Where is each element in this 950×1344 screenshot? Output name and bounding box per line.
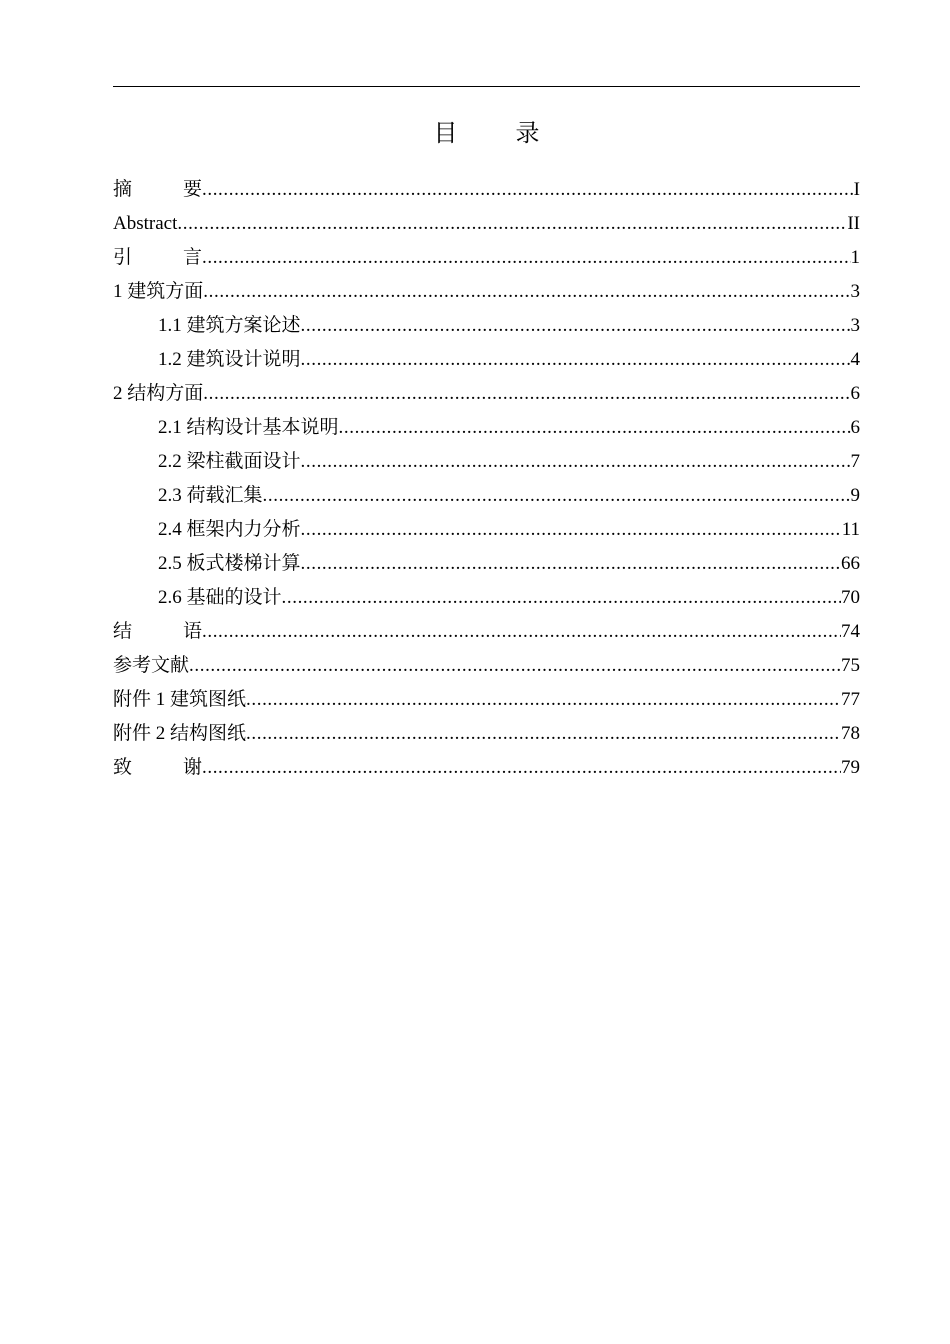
toc-entry-section-2-5[interactable]	[113, 547, 860, 581]
toc-page-number: 7	[850, 451, 860, 472]
toc-page-number: 75	[841, 655, 860, 676]
toc-entry-label: 2.4 框架内力分析	[158, 519, 301, 540]
toc-entry-abstract-cn[interactable]	[113, 173, 860, 207]
toc-label-char: 结	[113, 621, 133, 642]
toc-entry-label: 2.6 基础的设计	[158, 587, 282, 608]
toc-entry-label: 2.3 荷载汇集	[158, 485, 263, 506]
toc-dot-leader	[246, 717, 841, 751]
toc-title-char-2: 录	[515, 118, 540, 147]
toc-label-char: 言	[182, 247, 202, 268]
toc-dot-leader	[189, 649, 841, 683]
toc-entry-label	[113, 241, 202, 275]
toc-page-number: 3	[850, 315, 860, 336]
toc-dot-leader	[301, 309, 851, 343]
toc-page-number: 78	[841, 723, 860, 744]
toc-entry-appendix-2[interactable]	[113, 717, 860, 751]
toc-page-number: 70	[841, 587, 860, 608]
toc-list	[113, 173, 860, 785]
toc-entry-label: 1.1 建筑方案论述	[158, 315, 301, 336]
toc-entry-label: 附件 2 结构图纸	[113, 723, 247, 744]
toc-label-char: 引	[113, 247, 133, 268]
toc-page-number: 79	[841, 757, 860, 778]
toc-entry-section-2-2[interactable]	[113, 445, 860, 479]
toc-label-char: 谢	[182, 757, 202, 778]
header-rule	[113, 86, 860, 87]
toc-entry-label: 1 建筑方面	[113, 281, 204, 302]
toc-entry-appendix-1[interactable]	[113, 683, 860, 717]
toc-entry-section-2-4[interactable]	[113, 513, 860, 547]
toc-entry-label	[113, 751, 202, 785]
toc-page-number: 6	[850, 417, 860, 438]
toc-entry-label: 2.2 梁柱截面设计	[158, 451, 301, 472]
toc-page-number: 9	[850, 485, 860, 506]
toc-page-number: 3	[850, 281, 860, 302]
toc-entry-conclusion[interactable]	[113, 615, 860, 649]
toc-dot-leader	[202, 751, 841, 785]
toc-entry-section-2-3[interactable]	[113, 479, 860, 513]
toc-dot-leader	[246, 683, 841, 717]
toc-label-char: 语	[182, 621, 202, 642]
toc-page-number: 1	[850, 247, 860, 268]
toc-entry-introduction[interactable]	[113, 241, 860, 275]
toc-dot-leader	[301, 445, 851, 479]
toc-page-number: 6	[850, 383, 860, 404]
toc-dot-leader	[301, 513, 842, 547]
toc-entry-label: 2.5 板式楼梯计算	[158, 553, 301, 574]
toc-page-number: II	[847, 213, 860, 234]
toc-entry-section-1-1[interactable]	[113, 309, 860, 343]
toc-dot-leader	[203, 377, 850, 411]
toc-entry-chapter-1[interactable]	[113, 275, 860, 309]
toc-dot-leader	[177, 207, 847, 241]
toc-label-char: 摘	[113, 179, 133, 200]
toc-dot-leader	[282, 581, 841, 615]
toc-dot-leader	[339, 411, 851, 445]
toc-entry-abstract-en[interactable]	[113, 207, 860, 241]
toc-page-number: 4	[850, 349, 860, 370]
toc-label-char: 致	[113, 757, 133, 778]
toc-entry-section-2-1[interactable]	[113, 411, 860, 445]
toc-entry-chapter-2[interactable]	[113, 377, 860, 411]
toc-dot-leader	[202, 615, 841, 649]
toc-dot-leader	[301, 547, 841, 581]
toc-entry-label: Abstract	[113, 213, 178, 234]
toc-dot-leader	[301, 343, 851, 377]
toc-page-number: 77	[841, 689, 860, 710]
toc-dot-leader	[202, 173, 854, 207]
toc-page-number: I	[853, 179, 860, 200]
toc-dot-leader	[202, 241, 851, 275]
toc-entry-label: 参考文献	[113, 655, 190, 676]
toc-page-number: 74	[841, 621, 860, 642]
toc-entry-label: 2.1 结构设计基本说明	[158, 417, 339, 438]
toc-entry-references[interactable]	[113, 649, 860, 683]
toc-entry-label	[113, 615, 202, 649]
toc-entry-label	[113, 173, 202, 207]
toc-dot-leader	[203, 275, 850, 309]
toc-label-char: 要	[182, 179, 202, 200]
toc-page-number: 66	[841, 553, 860, 574]
toc-entry-label: 2 结构方面	[113, 383, 204, 404]
toc-title-char-1: 目	[433, 118, 458, 147]
toc-entry-acknowledgements[interactable]	[113, 751, 860, 785]
toc-title	[113, 112, 860, 148]
toc-entry-label: 附件 1 建筑图纸	[113, 689, 247, 710]
toc-dot-leader	[263, 479, 851, 513]
toc-entry-section-2-6[interactable]	[113, 581, 860, 615]
toc-entry-label: 1.2 建筑设计说明	[158, 349, 301, 370]
toc-page-number: 11	[841, 519, 860, 540]
toc-entry-section-1-2[interactable]	[113, 343, 860, 377]
